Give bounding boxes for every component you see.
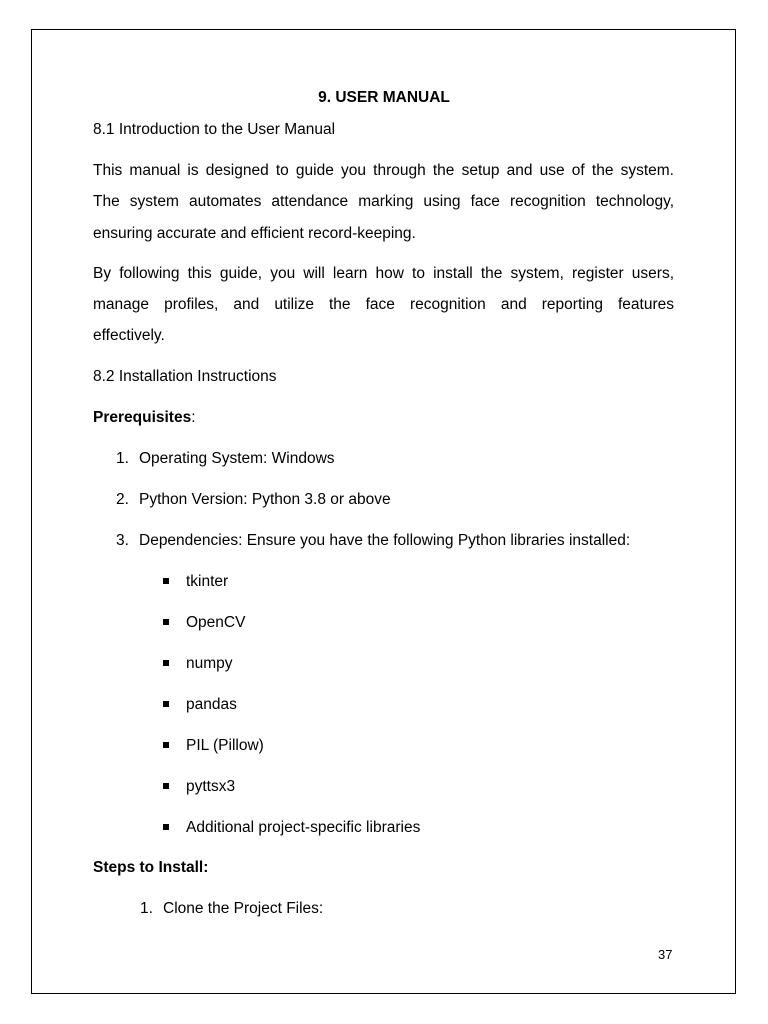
bullet-icon xyxy=(163,578,169,584)
prerequisite-item-1: Operating System: Windows xyxy=(139,450,335,467)
prerequisites-heading xyxy=(93,408,196,428)
prerequisite-item-3: Dependencies: Ensure you have the following Python libraries installed: xyxy=(139,532,631,549)
page-number: 37 xyxy=(658,947,673,962)
step-item-1: Clone the Project Files: xyxy=(163,900,324,917)
bullet-icon xyxy=(163,660,169,666)
library-item-tkinter: tkinter xyxy=(186,573,229,590)
intro-paragraph-2-line-3: effectively. xyxy=(93,327,165,344)
section-heading-installation: 8.2 Installation Instructions xyxy=(93,368,277,385)
library-item-pyttsx3: pyttsx3 xyxy=(186,778,236,795)
prerequisite-item-2: Python Version: Python 3.8 or above xyxy=(139,491,391,508)
library-item-numpy: numpy xyxy=(186,655,233,672)
step-number-1: 1. xyxy=(140,900,153,917)
library-item-additional: Additional project-specific libraries xyxy=(186,819,421,836)
bullet-icon xyxy=(163,824,169,830)
bullet-icon xyxy=(163,701,169,707)
intro-paragraph-1-line-1: This manual is designed to guide you through the setup and use of the system. xyxy=(93,162,674,179)
intro-paragraph-1-line-2: The system automates attendance marking using face recognition technology, xyxy=(93,193,674,210)
prerequisite-number-3: 3. xyxy=(116,532,129,549)
page-title: 9. USER MANUAL xyxy=(318,89,450,106)
steps-heading: Steps to Install: xyxy=(93,859,209,876)
prerequisite-number-1: 1. xyxy=(116,450,129,467)
prerequisites-colon: : xyxy=(191,409,196,426)
library-item-opencv: OpenCV xyxy=(186,614,246,631)
bullet-icon xyxy=(163,742,169,748)
prerequisite-number-2: 2. xyxy=(116,491,129,508)
bullet-icon xyxy=(163,619,169,625)
intro-paragraph-2-line-2: manage profiles, and utilize the face recognition and reporting features xyxy=(93,296,674,313)
library-item-pillow: PIL (Pillow) xyxy=(186,737,264,754)
library-item-pandas: pandas xyxy=(186,696,237,713)
section-heading-intro: 8.1 Introduction to the User Manual xyxy=(93,121,336,138)
prerequisites-label: Prerequisites xyxy=(93,409,192,426)
intro-paragraph-1-line-3: ensuring accurate and efficient record-keeping. xyxy=(93,225,416,242)
intro-paragraph-2-line-1: By following this guide, you will learn how to install the system, register users, xyxy=(93,265,674,282)
bullet-icon xyxy=(163,783,169,789)
